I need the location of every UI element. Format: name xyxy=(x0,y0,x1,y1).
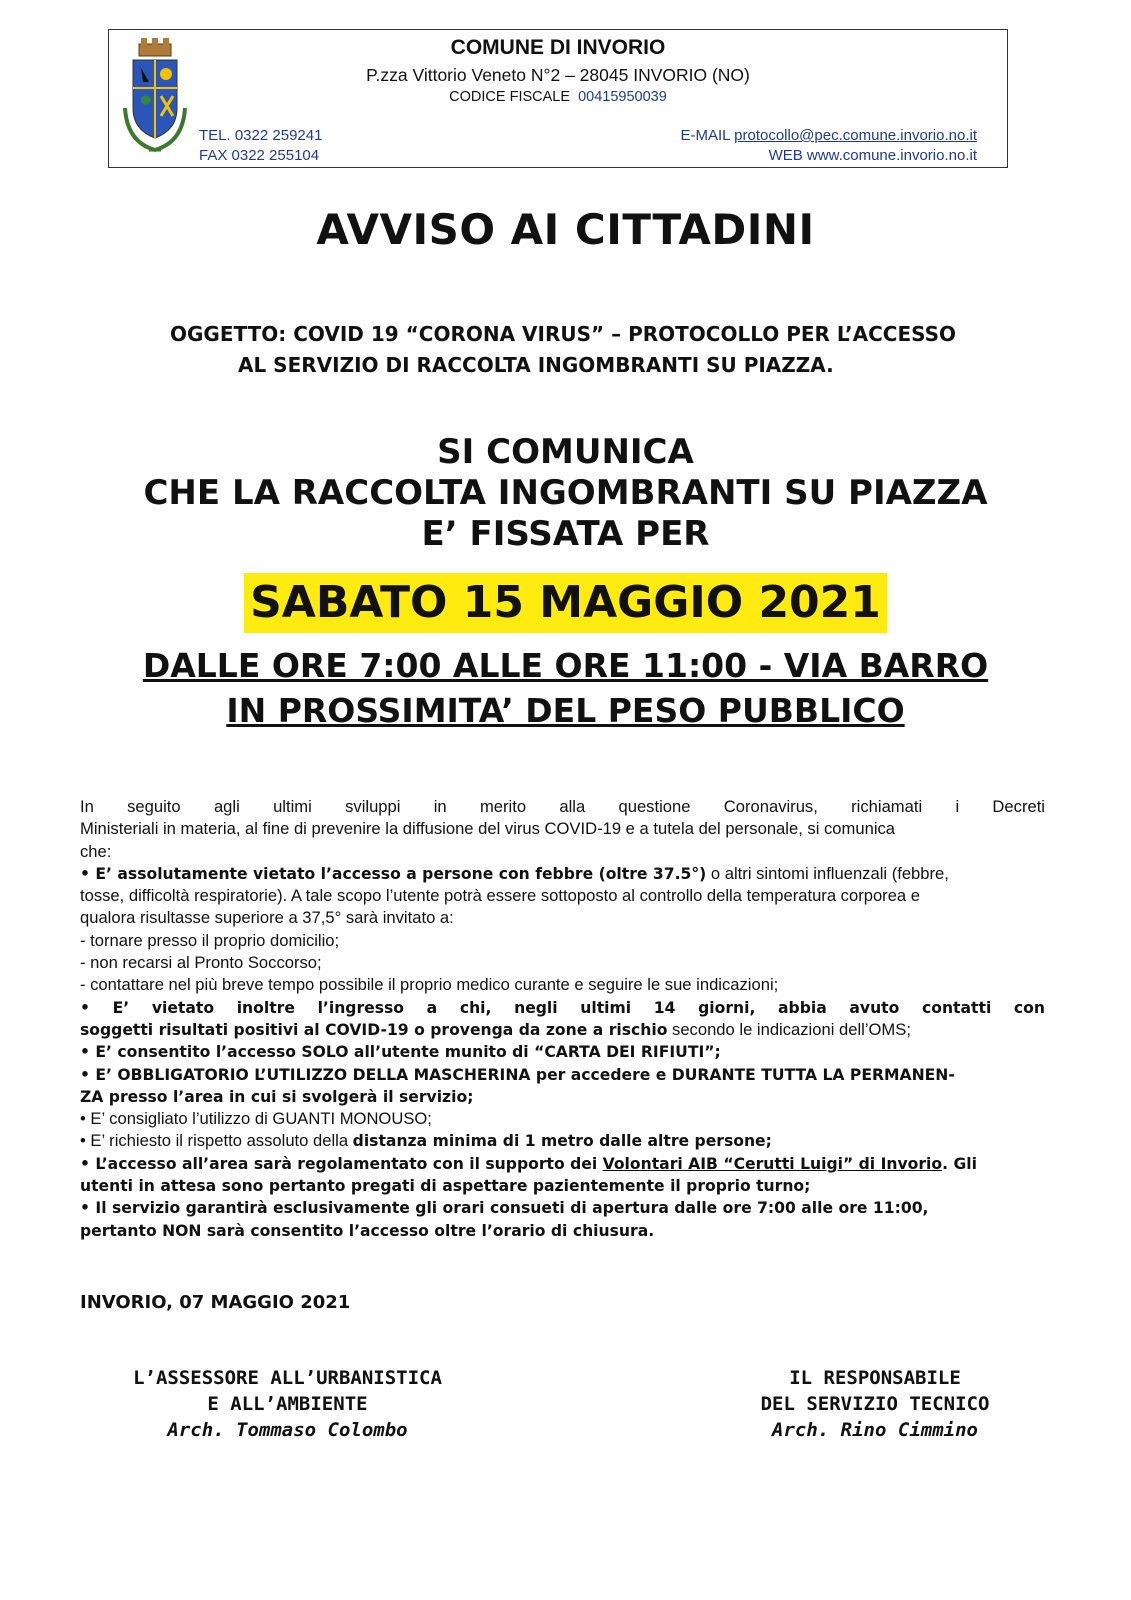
signature-right-role-2: DEL SERVIZIO TECNICO xyxy=(760,1393,990,1415)
notice-subject xyxy=(170,319,990,381)
fiscal-code-label: CODICE FISCALE xyxy=(449,89,571,105)
notice-title: AVVISO AI CITTADINI xyxy=(316,205,815,254)
rule-gloves: • E’ consigliato l’utilizzo di GUANTI MONOUSO; xyxy=(80,1109,432,1129)
phone-contacts xyxy=(199,126,322,166)
fiscal-code-value: 00415950039 xyxy=(578,89,667,105)
email-label: E-MAIL xyxy=(680,127,730,144)
event-location: IN PROSSIMITA’ DEL PESO PUBBLICO xyxy=(226,691,905,730)
phone-number: TEL. 0322 259241 xyxy=(199,127,323,144)
signature-left-name: Arch. Tommaso Colombo xyxy=(167,1419,408,1441)
signature-right-role-1: IL RESPONSABILE xyxy=(789,1367,961,1389)
signature-right xyxy=(735,1365,1015,1443)
letterhead xyxy=(108,29,1008,168)
event-date-block xyxy=(0,573,1131,633)
fiscal-code xyxy=(109,89,1007,105)
rule-fever-cont-1: tosse, difficoltà respiratorie). A tale scopo l’utente potrà essere sottoposto al controllo della temperatura corporea e xyxy=(80,886,920,906)
intro-line-1: In seguito agli ultimi sviluppi in merito alla questione Coronavirus, richiamati i Decreti xyxy=(80,797,1045,816)
rule-hours-cont: pertanto NON sarà consentito l’accesso oltre l’orario di chiusura. xyxy=(80,1221,655,1240)
online-contacts xyxy=(681,126,977,166)
rule-mask: • E’ OBBLIGATORIO L’UTILIZZO DELLA MASCHERINA per accedere e DURANTE TUTTA LA PERMANEN- xyxy=(80,1065,955,1084)
signature-right-name: Arch. Rino Cimmino xyxy=(772,1419,978,1441)
email-line xyxy=(681,126,977,146)
rule-distance: • E’ richiesto il rispetto assoluto della distanza minima di 1 metro dalle altre persone; xyxy=(80,1131,772,1151)
town-address: P.zza Vittorio Veneto N°2 – 28045 INVORIO (NO) xyxy=(366,65,750,85)
sub-item-er: - non recarsi al Pronto Soccorso; xyxy=(80,953,322,973)
rule-hours: • Il servizio garantirà esclusivamente gli orari consueti di apertura dalle ore 7:00 alle ore 11:00, xyxy=(80,1199,929,1218)
sub-item-doctor: - contattare nel più breve tempo possibile il proprio medico curante e seguire le sue indicazioni; xyxy=(80,975,779,995)
rule-contacts: • E’ vietato inoltre l’ingresso a chi, negli ultimi 14 giorni, abbia avuto contatti con xyxy=(80,998,1045,1017)
rule-volunteers: • L’accesso all’area sarà regolamentato con il supporto dei Volontari AIB “Cerutti Luigi” di Invorio. Gli xyxy=(80,1154,977,1173)
event-time: DALLE ORE 7:00 ALLE ORE 11:00 - VIA BARRO xyxy=(142,646,989,685)
event-date: SABATO 15 MAGGIO 2021 xyxy=(244,573,887,633)
event-time-place xyxy=(0,643,1131,733)
announcement-line-3: E’ FISSATA PER xyxy=(421,514,710,554)
sub-item-home: - tornare presso il proprio domicilio; xyxy=(80,930,340,950)
rule-fever: • E’ assolutamente vietato l’accesso a persone con febbre (oltre 37.5°) o altri sintomi influenzali (febbre, xyxy=(80,863,949,883)
announcement xyxy=(0,432,1131,555)
announcement-line-2: CHE LA RACCOLTA INGOMBRANTI SU PIAZZA xyxy=(143,473,988,513)
town-name: COMUNE DI INVORIO xyxy=(450,36,666,59)
signature-left-role-2: E ALL’AMBIENTE xyxy=(207,1393,368,1415)
website-link[interactable]: WEB www.comune.invorio.no.it xyxy=(768,147,977,164)
email-link[interactable]: protocollo@pec.comune.invorio.no.it xyxy=(734,127,977,144)
rule-card: • E’ consentito l’accesso SOLO all’utente munito di “CARTA DEI RIFIUTI”; xyxy=(80,1043,721,1062)
signature-left-role-1: L’ASSESSORE ALL’URBANISTICA xyxy=(133,1367,442,1389)
rule-contacts-cont: soggetti risultati positivi al COVID-19 o provenga da zone a rischio secondo le indicazioni dell’OMS; xyxy=(80,1019,911,1039)
intro-line-3: che: xyxy=(80,841,112,861)
intro-line-2: Ministeriali in materia, al fine di prevenire la diffusione del virus COVID-19 e a tutela del personale, si comunica xyxy=(80,819,896,839)
rule-mask-cont: ZA presso l’area in cui si svolgerà il servizio; xyxy=(80,1087,474,1106)
notice-body xyxy=(80,796,1045,1242)
announcement-line-1: SI COMUNICA xyxy=(437,432,694,472)
subject-line-1: OGGETTO: COVID 19 “CORONA VIRUS” – PROTOCOLLO PER L’ACCESSO xyxy=(170,322,957,346)
fax-number: FAX 0322 255104 xyxy=(199,147,320,164)
rule-fever-cont-2: qualora risultasse superiore a 37,5° sarà invitato a: xyxy=(80,908,454,928)
signature-left xyxy=(100,1365,475,1443)
subject-line-2: AL SERVIZIO DI RACCOLTA INGOMBRANTI SU PIAZZA. xyxy=(238,353,834,377)
place-date: INVORIO, 07 MAGGIO 2021 xyxy=(80,1292,351,1313)
rule-volunteers-cont: utenti in attesa sono pertanto pregati di aspettare pazientemente il proprio turno; xyxy=(80,1177,811,1196)
